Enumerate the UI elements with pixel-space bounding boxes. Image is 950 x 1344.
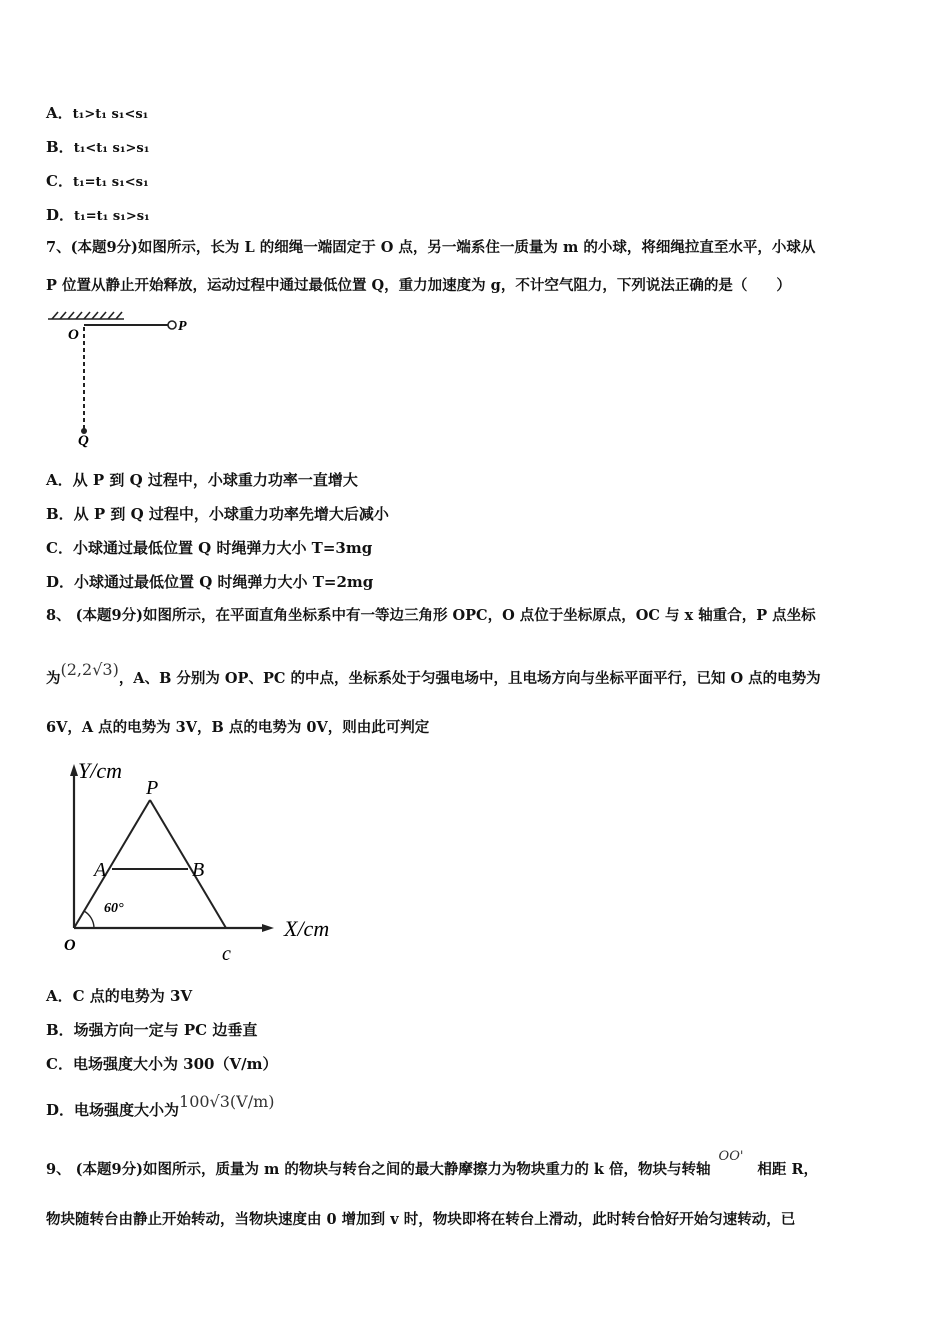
y-axis-label: Y/cm [78,758,122,783]
q6-option-b [46,137,149,159]
ceiling-hatch [48,312,124,319]
q8-option-b: B．场强方向一定与 PC 边垂直 [46,1021,258,1039]
label-p: P [178,319,187,334]
label-a: A [94,859,107,881]
q7-stem-line1: 7、(本题9分)如图所示，长为 L 的细绳一端固定于 O 点，另一端系住一质量为 m 的小球，将细绳拉直至水平，小球从 [46,239,816,256]
q6-option-a-text: t₁>t₁ s₁<s₁ [72,107,149,122]
q9-stem-line2: 物块随转台由静止开始转动，当物块速度由 0 增加到 v 时，物块即将在转台上滑动，此时转台恰好开始匀速转动，已 [46,1211,796,1228]
q7-option-b: B．从 P 到 Q 过程中，小球重力功率先增大后减小 [46,505,389,523]
q8-line2-suffix: ，A、B 分别为 OP、PC 的中点，坐标系处于匀强电场中，且电场方向与坐标平面平行，已知 O 点的电势为 [118,670,821,687]
q7-option-c: C．小球通过最低位置 Q 时绳弹力大小 T=3mg [46,539,373,557]
q7-pendulum-figure [44,305,204,455]
x-axis-label: X/cm [284,916,330,941]
q6-option-d-label: D． [46,206,75,224]
q8-triangle-figure [58,758,358,968]
q7-option-d: D．小球通过最低位置 Q 时绳弹力大小 T=2mg [46,573,374,591]
q9-stem-line1 [46,1149,819,1181]
q8-option-d-math: 100√3(V/m) [179,1092,275,1111]
label-q: Q [78,433,89,449]
angle-arc [84,911,94,928]
q6-option-c-text: t₁=t₁ s₁<s₁ [72,175,149,190]
x-axis-arrow [262,924,274,932]
q8-stem-line3: 6V，A 点的电势为 3V，B 点的电势为 0V，则由此可判定 [46,719,430,736]
ball-p [168,321,176,329]
q9-line1-prefix: 9、 (本题9分)如图所示，质量为 m 的物块与转台之间的最大静摩擦力为物块重力的 k 倍，物块与转轴 [46,1161,711,1178]
side-pc [150,800,226,928]
q6-option-c [46,171,149,193]
q6-option-d-text: t₁=t₁ s₁>s₁ [74,209,150,224]
label-p: P [146,777,159,799]
angle-label: 60° [104,901,124,916]
q8-option-d [46,1092,275,1120]
q6-option-b-text: t₁<t₁ s₁>s₁ [73,141,150,156]
q8-stem-line1: 8、 (本题9分)如图所示，在平面直角坐标系中有一等边三角形 OPC，O 点位于坐标原点，OC 与 x 轴重合，P 点坐标 [46,607,816,624]
q7-option-a: A．从 P 到 Q 过程中，小球重力功率一直增大 [46,471,358,489]
q8-option-c: C．电场强度大小为 300（V/m） [46,1055,278,1073]
q6-option-d [46,205,150,227]
q6-option-a [46,103,148,125]
y-axis-arrow [70,764,78,776]
p-coordinate: (2,2√3) [60,660,119,679]
label-c: c [222,943,231,965]
label-o: O [64,937,76,954]
label-b: B [192,859,205,881]
rotation-axis-symbol: OO' [718,1149,744,1164]
q7-stem-line2: P 位置从静止开始释放，运动过程中通过最低位置 Q，重力加速度为 g，不计空气阻力，下列说法正确的是（ ） [46,277,791,294]
q8-line2-prefix: 为 [46,670,61,687]
q9-line1-suffix: 相距 R， [757,1161,819,1178]
q6-option-a-label: A． [46,104,73,122]
q6-option-b-label: B． [46,138,74,156]
q6-option-c-label: C． [46,172,73,190]
q8-option-a: A．C 点的电势为 3V [46,987,193,1005]
q8-stem-line2 [46,660,821,689]
label-o: O [68,327,79,343]
q8-option-d-text: D．电场强度大小为 [46,1101,180,1119]
